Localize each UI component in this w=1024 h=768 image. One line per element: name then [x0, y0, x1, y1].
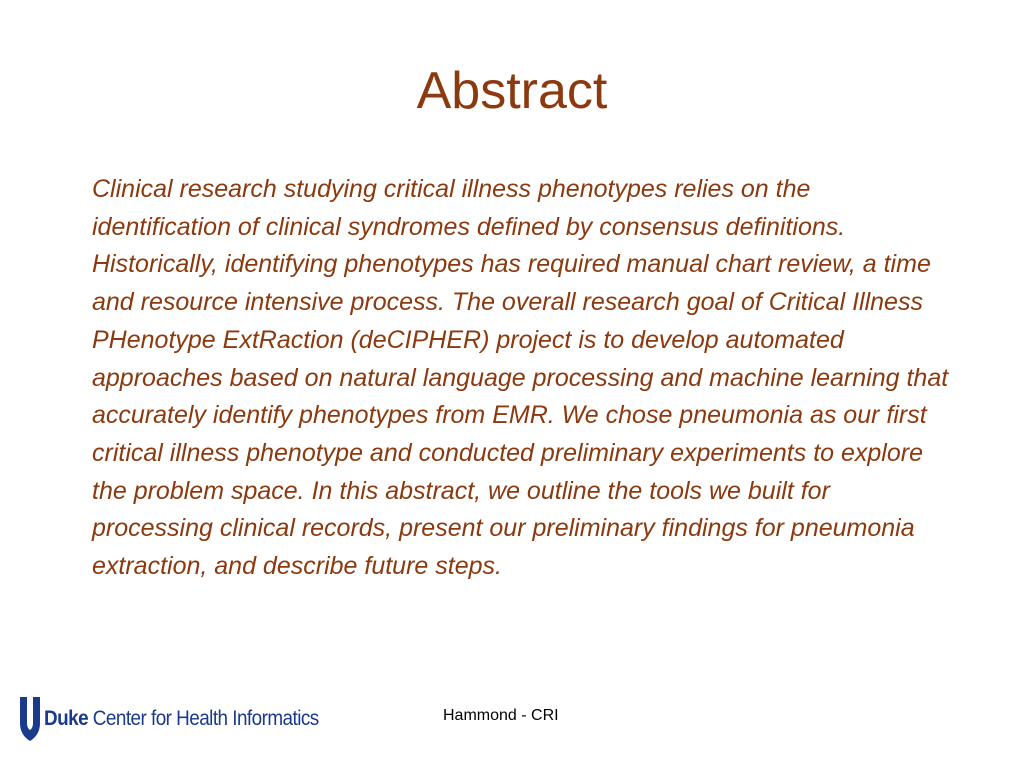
logo-brand: Duke — [44, 707, 89, 730]
duke-logo — [20, 697, 349, 741]
logo-name: Center for Health Informatics — [92, 707, 319, 730]
abstract-text: Clinical research studying critical illness phenotypes relies on the identification of clinical syndromes defined by consensus definitions. Historically, identifying phenotypes has required manual chart review, a time and resource intensive process. The overall research goal of Critical Illness PHenotype ExtRaction (deCIPHER) project is to develop automated approaches based on natural language processing and machine learning that accurately identify phenotypes from EMR. We chose pneumonia as our first critical illness phenotype and conducted preliminary experiments to explore the problem space. In this abstract, we outline the tools we built for processing clinical records, present our preliminary findings for pneumonia extraction, and describe future steps. — [92, 175, 949, 581]
duke-shield-icon — [20, 697, 40, 741]
logo-wordmark — [44, 707, 319, 731]
slide-title: Abstract — [416, 62, 608, 120]
slide-footer: Hammond - CRI — [443, 707, 559, 724]
